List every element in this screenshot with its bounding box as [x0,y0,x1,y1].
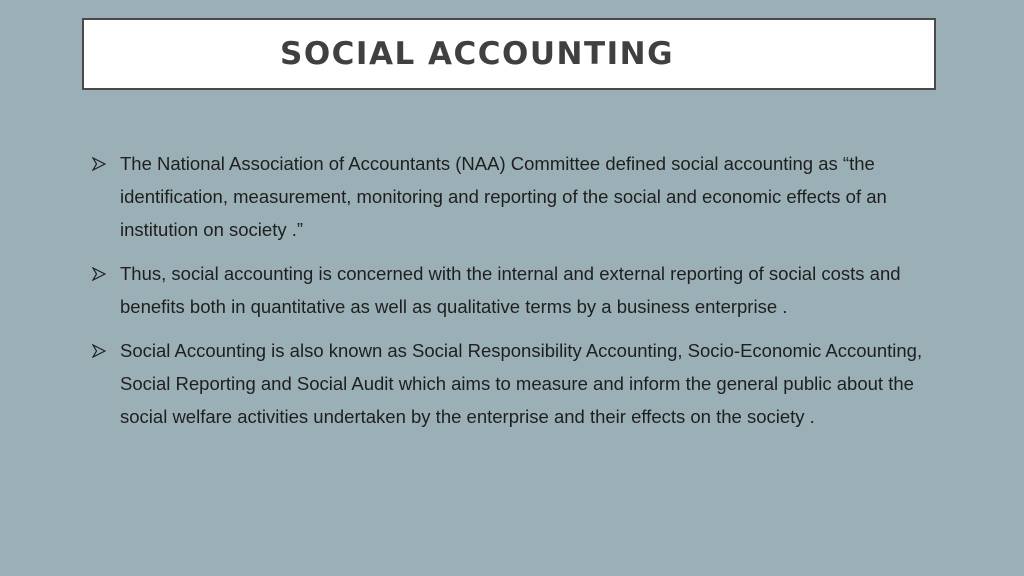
bullet-item [92,257,942,323]
slide-title: SOCIAL ACCOUNTING [280,36,675,72]
bullet-list [92,147,942,444]
bullet-text: Social Accounting is also known as Social Responsibility Accounting, Socio-Economic Accounting, Social Reporting and Social Audit which aims to measure and inform the general public about the social welfare activities undertaken by the enterprise and their effects on the society . [120,340,923,427]
arrowhead-bullet-icon [92,334,110,367]
bullet-item [92,147,942,246]
arrowhead-bullet-icon [92,257,110,290]
bullet-text: The National Association of Accountants (NAA) Committee defined social accounting as “the identification, measurement, monitoring and reporting of the social and economic effects of an institution on society .” [120,153,887,240]
title-box [82,18,936,90]
bullet-item [92,334,942,433]
arrowhead-bullet-icon [92,147,110,180]
bullet-text: Thus, social accounting is concerned with the internal and external reporting of social costs and benefits both in quantitative as well as qualitative terms by a business enterprise . [120,263,901,317]
